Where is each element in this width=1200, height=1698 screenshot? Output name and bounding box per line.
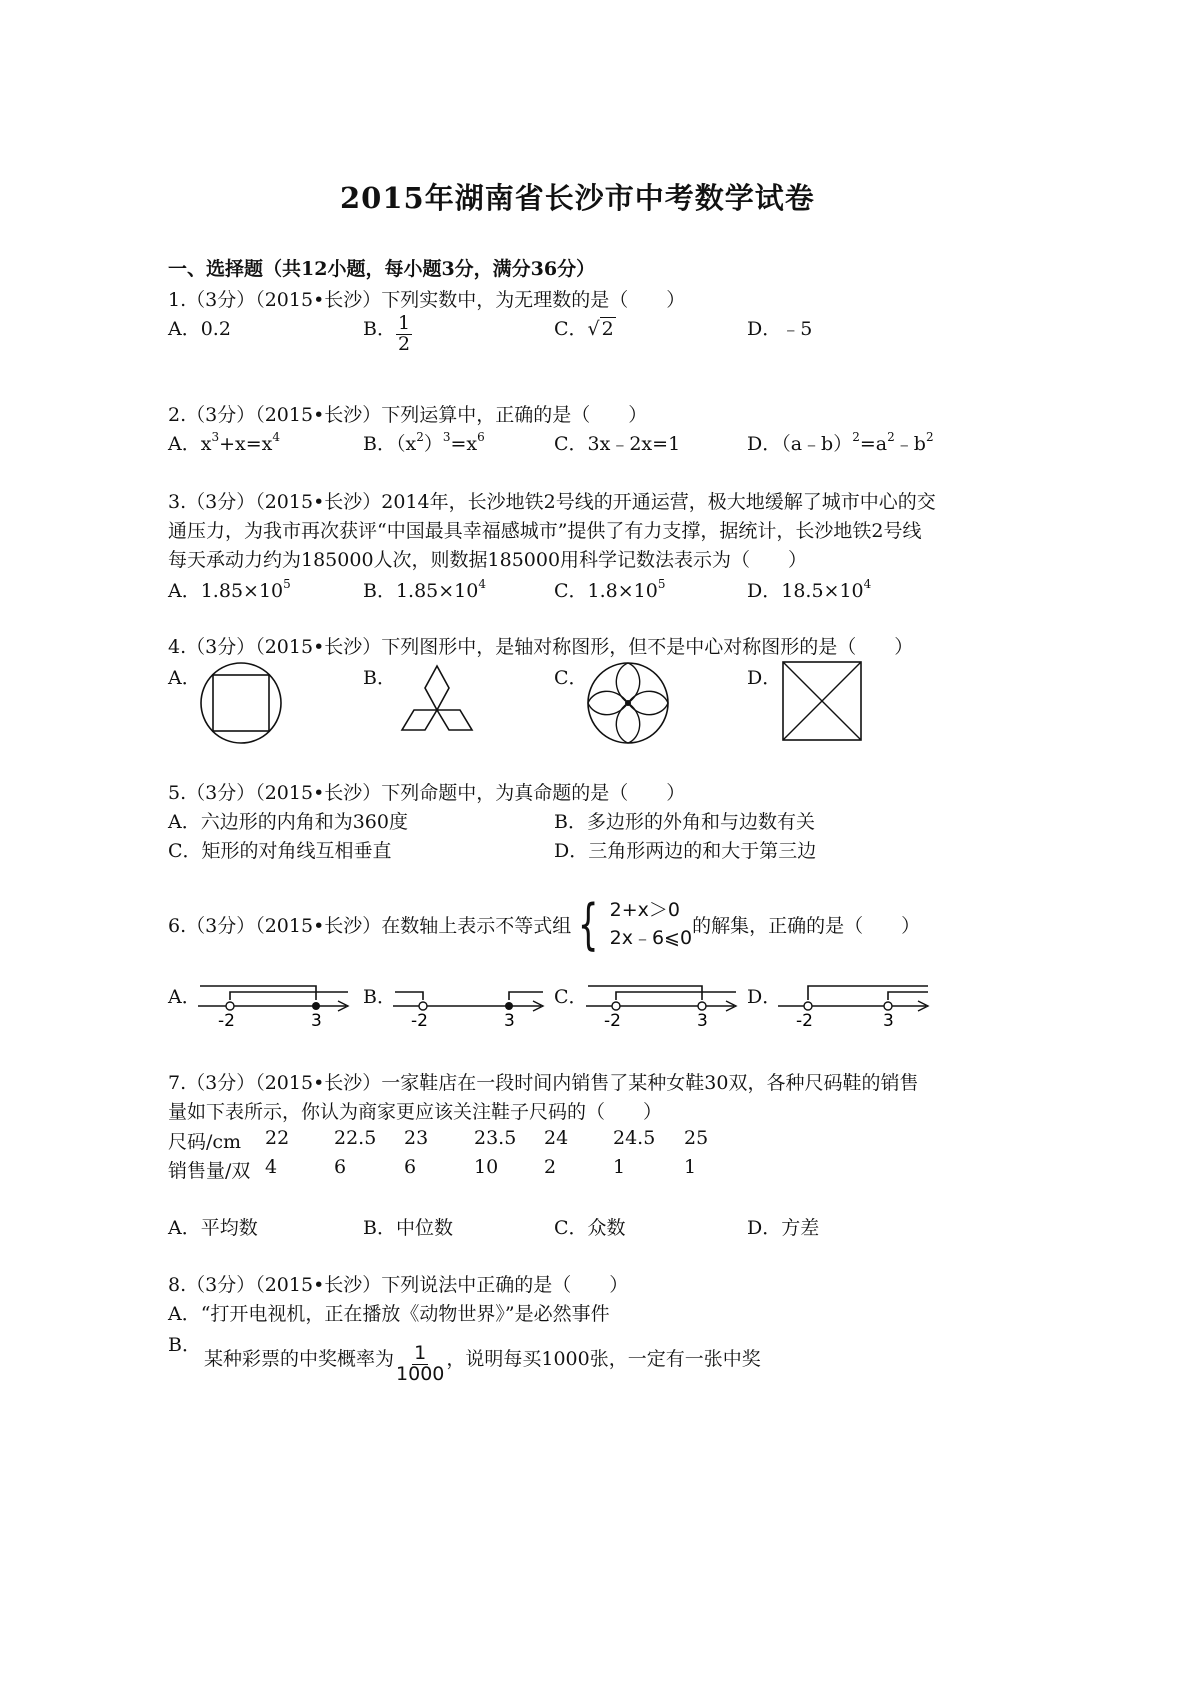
number-line-d [778,978,933,1031]
tick-label-left: -2 [218,1011,235,1031]
exponent: 5 [283,577,291,591]
fraction [394,1344,446,1385]
question-1-option-b [363,314,412,355]
table-cell: 23 [404,1127,429,1149]
question-7-option-d: D．方差 [747,1217,820,1239]
table-cell: 22.5 [334,1127,377,1149]
exponent: 2 [925,430,934,444]
question-2-option-c: C．3x﹣2x=1 [554,433,681,455]
question-7-line-2: 量如下表所示，你认为商家更应该关注鞋子尺码的（ ） [168,1101,663,1123]
option-label: B． [363,318,396,340]
question-6-option-d: D． [747,986,782,1008]
question-1-option-a: A．0.2 [168,318,231,340]
figure-c-circle-petals-icon [585,660,671,746]
option-label: A． [168,433,201,455]
table-cell: 23.5 [474,1127,517,1149]
exponent: 2 [852,430,860,444]
question-4-stem: 4.（3分）（2015•长沙）下列图形中，是轴对称图形，但不是中心对称图形的是（ ） [168,636,914,658]
table-cell: 2 [544,1156,557,1178]
math-text: ﹣b [894,433,926,455]
figure-b-three-rhombus-icon [394,664,480,744]
exponent: 3 [442,430,451,444]
question-8-option-b [204,1330,761,1385]
exponent: 4 [863,577,872,591]
table-cell: 6 [334,1156,347,1178]
question-5-stem: 5.（3分）（2015•长沙）下列命题中，为真命题的是（ ） [168,782,686,804]
radical-sign-icon: √ [587,318,600,340]
number-line-c [586,978,741,1031]
exponent: 3 [211,430,220,444]
exponent: 2 [416,430,424,444]
question-4-option-a: A． [168,667,201,689]
exponent: 4 [272,430,281,444]
question-6-option-c: C． [554,986,588,1008]
option-text: ，说明每买1000张，一定有一张中奖 [446,1347,761,1370]
figure-d-square-diagonals-icon [781,660,863,742]
exponent: 5 [657,577,666,591]
option-label: B． [363,433,396,455]
fraction [396,314,412,355]
table-row-label: 销售量/双 [168,1160,251,1182]
question-7-option-a: A．平均数 [168,1217,258,1239]
number-line-b [393,978,548,1031]
math-text: （x [395,433,417,455]
math-text: x [200,433,212,455]
question-8-option-b-label: B． [168,1334,201,1356]
stem-text: 的解集，正确的是（ ） [692,915,921,938]
section-heading: 一、选择题（共12小题，每小题3分，满分36分） [168,258,596,280]
question-3-line-1: 3.（3分）（2015•长沙）2014年，长沙地铁2号线的开通运营，极大地缓解了城市中心的交 [168,491,936,513]
tick-label-left: -2 [411,1011,428,1031]
question-3-line-3: 每天承动力约为185000人次，则数据185000用科学记数法表示为（ ） [168,549,808,571]
inequality-lines [610,897,692,952]
inequality-2: 2x﹣6⩽0 [609,926,693,949]
question-2-option-d [747,429,934,456]
question-7-option-b: B．中位数 [363,1217,453,1239]
table-cell: 22 [265,1127,290,1149]
question-3-line-2: 通压力，为我市再次获评“中国最具幸福感城市”提供了有力支撑，据统计，长沙地铁2号线 [168,520,922,542]
question-6-option-a: A． [168,986,201,1008]
table-cell: 1 [684,1156,697,1178]
tick-label-right: 3 [883,1011,894,1031]
tick-label-right: 3 [504,1011,515,1031]
question-5-option-a: A．六边形的内角和为360度 [168,811,408,833]
question-3-option-c [554,576,666,603]
math-text: C．1.8×10 [554,580,658,602]
question-6-option-b: B． [363,986,396,1008]
math-text: =x [450,433,478,455]
tick-label-right: 3 [697,1011,708,1031]
left-brace-icon: { [578,892,599,956]
number-line-a [198,978,353,1031]
stem-text: 6.（3分）（2015•长沙）在数轴上表示不等式组 [168,915,572,938]
math-text: =a [859,433,888,455]
question-2-option-b [363,429,485,456]
table-cell: 25 [684,1127,709,1149]
table-cell: 6 [404,1156,417,1178]
fraction-denominator: 2 [397,332,411,355]
question-7-line-1: 7.（3分）（2015•长沙）一家鞋店在一段时间内销售了某种女鞋30双，各种尺码鞋的销售 [168,1072,919,1094]
question-7-option-c: C．众数 [554,1217,626,1239]
exponent: 4 [478,577,487,591]
question-5-option-d: D．三角形两边的和大于第三边 [554,840,817,862]
tick-label-left: -2 [796,1011,813,1031]
math-text: （a﹣b） [781,433,853,455]
option-text: 某种彩票的中奖概率为 [204,1347,395,1370]
table-cell: 24 [544,1127,569,1149]
table-cell: 1 [613,1156,626,1178]
math-text: +x=x [219,433,273,455]
radicand: 2 [601,318,614,340]
math-text: B．1.85×10 [363,580,479,602]
table-row-label: 尺码/cm [168,1131,242,1153]
fraction-numerator: 1 [397,312,411,334]
math-text: A．1.85×10 [168,580,284,602]
inequality-1: 2+x＞0 [609,899,680,921]
question-3-option-b [363,576,486,603]
option-label: C． [554,318,588,340]
table-cell: 4 [265,1156,278,1178]
table-cell: 10 [474,1156,499,1178]
inequality-system [571,892,693,956]
question-6-stem [168,892,921,956]
exponent: 6 [477,430,485,444]
math-text: ） [423,433,443,455]
figure-a-circle-square-icon [198,660,284,746]
exponent: 2 [887,430,895,444]
square-root [588,317,616,340]
tick-label-left: -2 [604,1011,621,1031]
option-label: D． [747,433,782,455]
question-8-option-a: A．“打开电视机，正在播放《动物世界》”是必然事件 [168,1303,610,1325]
table-cell: 24.5 [613,1127,656,1149]
question-4-option-d: D． [747,667,782,689]
question-3-option-d [747,576,871,603]
question-4-option-b: B． [363,667,396,689]
math-text: D．18.5×10 [747,580,864,602]
question-4-option-c: C． [554,667,588,689]
question-1-option-d: D．﹣5 [747,318,813,340]
question-5-option-c: C．矩形的对角线互相垂直 [168,840,392,862]
question-2-option-a [168,429,280,456]
question-3-option-a [168,576,291,603]
question-5-option-b: B．多边形的外角和与边数有关 [554,811,815,833]
question-2-stem: 2.（3分）（2015•长沙）下列运算中，正确的是（ ） [168,404,648,426]
question-8-stem: 8.（3分）（2015•长沙）下列说法中正确的是（ ） [168,1274,629,1296]
question-1-stem: 1.（3分）（2015•长沙）下列实数中，为无理数的是（ ） [168,289,686,311]
page-title: 2015年湖南省长沙市中考数学试卷 [340,181,815,215]
question-1-option-c [554,314,616,341]
tick-label-right: 3 [311,1011,322,1031]
fraction-denominator: 1000 [396,1362,445,1385]
fraction-numerator: 1 [414,1342,427,1364]
